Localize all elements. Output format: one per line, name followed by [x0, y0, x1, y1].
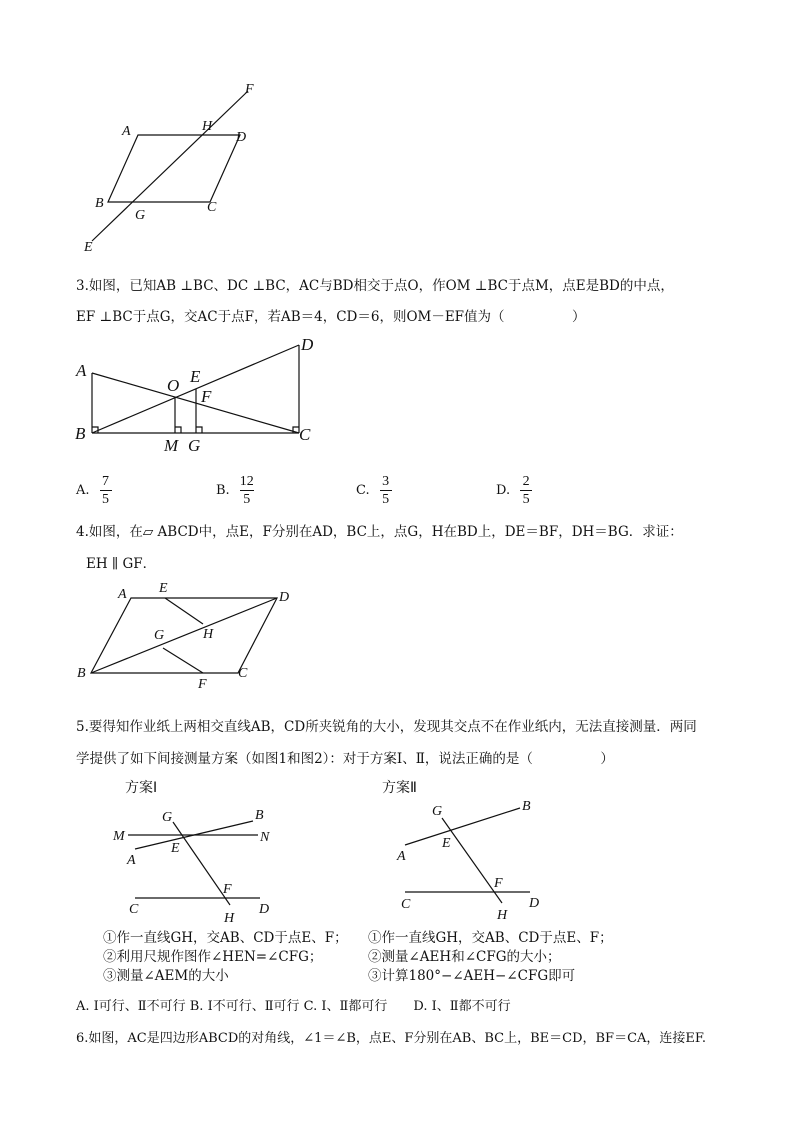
- q3-option-A-label: A.: [76, 483, 90, 498]
- q3-label-F: F: [201, 387, 212, 406]
- q4-label-D: D: [279, 590, 290, 605]
- q2-figure: [70, 78, 280, 258]
- q2-parallelogram: [108, 135, 240, 202]
- q3-option-C-num: 3: [382, 474, 390, 489]
- q5-plan1-step2: ②利用尺规作图作∠HEN=∠CFG；: [103, 949, 323, 965]
- q3-option-D-den: 5: [522, 492, 530, 507]
- q3-option-D[interactable]: [496, 473, 532, 508]
- q5-plan1-label-B: B: [255, 808, 264, 823]
- q3-label-D: D: [301, 335, 314, 354]
- q5-plan1-figure: [105, 775, 295, 925]
- q3-label-G: G: [188, 436, 201, 455]
- q5-plan2-line-AB: [405, 808, 520, 845]
- q2-label-E: E: [84, 240, 93, 255]
- q2-label-F: F: [245, 82, 254, 97]
- q5-plan1-label-A: A: [127, 853, 136, 868]
- q3-label-B: B: [75, 424, 86, 443]
- q4-label-F: F: [198, 677, 207, 692]
- q3-text-line1: 3.如图，已知AB ⊥BC、DC ⊥BC，AC与BD相交于点O，作OM ⊥BC于点M，点E是BD的中点，: [76, 278, 674, 294]
- q5-plan1-label-N: N: [260, 830, 270, 845]
- q4-label-G: G: [154, 628, 165, 643]
- q4-label-H: H: [203, 627, 214, 642]
- q3-option-A[interactable]: [76, 473, 112, 508]
- q4-label-B: B: [77, 666, 86, 681]
- q5-text-line1: 5.要得知作业纸上两相交直线AB，CD所夹锐角的大小，发现其交点不在作业纸内，无法直接测量．两同: [76, 719, 697, 735]
- q3-option-C-label: C.: [356, 483, 370, 498]
- q3-option-B-den: 5: [243, 492, 251, 507]
- q5-plan2-label-A: A: [397, 849, 406, 864]
- q4-label-E: E: [159, 581, 168, 596]
- q5-plan1-label-C: C: [129, 902, 139, 917]
- q2-label-G: G: [135, 208, 146, 223]
- q5-plan2-title: 方案Ⅱ: [382, 780, 417, 796]
- q6-text-line1: 6.如图，AC是四边形ABCD的对角线，∠1＝∠B，点E、F分别在AB、BC上，BE＝CD，BF＝CA，连接EF.: [76, 1031, 707, 1046]
- q2-label-D: D: [236, 130, 247, 145]
- q4-text-line1: 4.如图，在▱ ABCD中，点E，F分别在AD，BC上，点G，H在BD上，DE＝BF，DH＝BG．求证：: [76, 524, 683, 540]
- q3-figure: [70, 333, 330, 458]
- q5-plan2-label-G: G: [432, 804, 443, 819]
- q5-plan2-label-H: H: [497, 908, 508, 923]
- q3-label-A: A: [76, 361, 87, 380]
- q4-segment-EH: [165, 598, 203, 624]
- q5-plan2-label-F: F: [494, 876, 503, 891]
- q3-option-A-fraction: [100, 473, 112, 508]
- q3-option-C[interactable]: [356, 473, 392, 508]
- q3-option-D-fraction: [520, 473, 532, 508]
- q4-label-C: C: [238, 666, 248, 681]
- q5-plan2-step1: ①作一直线GH，交AB、CD于点E、F；: [368, 930, 613, 946]
- q2-transversal: [92, 91, 248, 241]
- q3-label-O: O: [167, 376, 180, 395]
- q5-plan2-step3: ③计算180°−∠AEH−∠CFG即可: [368, 968, 576, 984]
- q4-figure: [70, 578, 310, 693]
- q2-label-H: H: [202, 119, 213, 134]
- q3-option-A-num: 7: [102, 474, 110, 489]
- q3-label-C: C: [299, 425, 311, 444]
- q3-option-C-fraction: [380, 473, 392, 508]
- q4-label-A: A: [118, 587, 127, 602]
- q3-option-D-num: 2: [522, 474, 530, 489]
- q5-plan1-label-H: H: [224, 911, 235, 925]
- q3-right-angle-M: [175, 427, 181, 433]
- q3-option-C-den: 5: [382, 492, 390, 507]
- q2-label-C: C: [207, 200, 217, 215]
- q3-option-B-num: 12: [239, 474, 254, 489]
- q5-plan2-label-D: D: [529, 896, 540, 911]
- q5-plan2-label-C: C: [401, 897, 411, 912]
- q4-text-line2: EH ∥ GF．: [86, 556, 157, 572]
- q5-text-line2: 学提供了如下间接测量方案（如图1和图2）：对于方案Ⅰ、Ⅱ，说法正确的是（ ）: [76, 751, 614, 767]
- q5-options[interactable]: A. Ⅰ可行、Ⅱ不可行 B. Ⅰ不可行、Ⅱ可行 C. Ⅰ、Ⅱ都可行 D. Ⅰ、Ⅱ都不可行: [76, 999, 511, 1014]
- q5-plan2-line-GH: [442, 818, 502, 903]
- q3-right-angle-G: [196, 427, 202, 433]
- q5-plan1-label-E: E: [171, 841, 180, 856]
- q3-option-B-fraction: [240, 473, 254, 508]
- q5-plan1-label-M: M: [113, 829, 125, 844]
- q2-label-A: A: [122, 124, 131, 139]
- q5-plan1-step3: ③测量∠AEM的大小: [103, 968, 229, 984]
- q5-plan2-step2: ②测量∠AEH和∠CFG的大小；: [368, 949, 561, 965]
- q5-plan1-label-G: G: [162, 810, 173, 825]
- q5-plan1-label-D: D: [259, 902, 270, 917]
- q3-option-B-label: B.: [216, 483, 230, 498]
- q3-option-A-den: 5: [102, 492, 110, 507]
- q3-text-line2: EF ⊥BC于点G，交AC于点F，若AB＝4，CD＝6，则OM－EF值为（ ）: [76, 309, 586, 325]
- q5-plan1-label-F: F: [223, 882, 232, 897]
- q3-label-M: M: [164, 436, 179, 455]
- q2-label-B: B: [95, 196, 104, 211]
- q3-option-B[interactable]: [216, 473, 254, 508]
- q5-plan2-label-B: B: [522, 799, 531, 814]
- q5-plan2-figure: [372, 775, 562, 925]
- q5-plan1-step1: ①作一直线GH，交AB、CD于点E、F；: [103, 930, 348, 946]
- q5-plan1-title: 方案Ⅰ: [125, 780, 158, 796]
- q4-segment-GF: [163, 648, 203, 673]
- q3-option-D-label: D.: [496, 483, 511, 498]
- q3-label-E: E: [190, 367, 201, 386]
- q5-plan2-label-E: E: [442, 836, 451, 851]
